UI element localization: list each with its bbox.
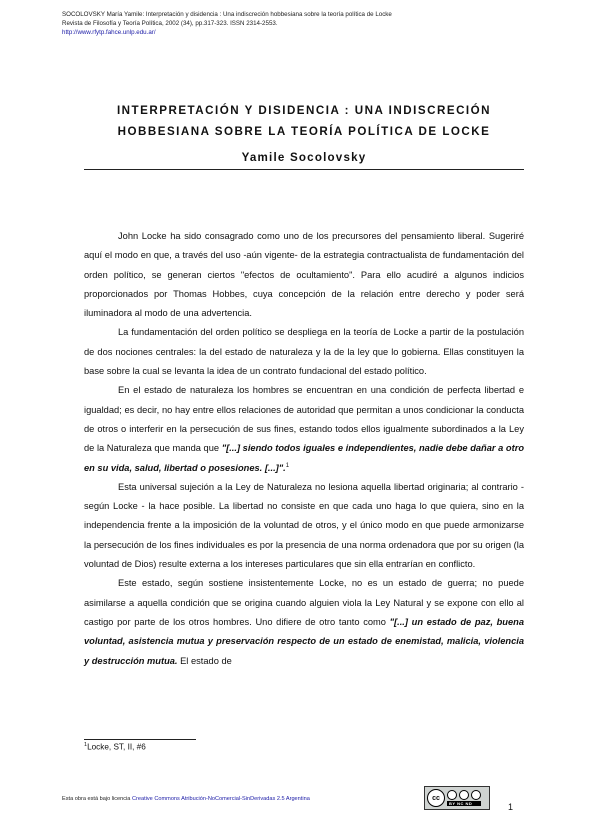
title-divider bbox=[84, 169, 524, 170]
locke-quote-1: "[...] siendo todos iguales e independientes, nadie debe dañar a otro en su vida, salud, libertad o posesiones. [...]". bbox=[84, 443, 525, 473]
cc-license-icons bbox=[447, 790, 481, 806]
footnote-divider bbox=[84, 739, 196, 740]
noderivatives-icon bbox=[471, 790, 481, 800]
paper-title bbox=[62, 100, 546, 142]
footnote-ref-1[interactable]: 1 bbox=[285, 462, 290, 469]
paragraph-5 bbox=[84, 574, 524, 670]
license-notice bbox=[62, 796, 310, 802]
page-number: 1 bbox=[508, 802, 514, 812]
paragraph-1: John Locke ha sido consagrado como uno de los precursores del pensamiento liberal. Sugeriré aquí el modo en que, a través del uso -aún vigente- de la estrategia contractualista de fundamentación del orden político, se generan ciertos "efectos de ocultamiento". Para ello acudiré a algunos indicios proporcionados por Thomas Hobbes, cuya concepción de la relación entre derecho y poder será iluminadora al modo de una advertencia. bbox=[84, 231, 524, 319]
attribution-icon bbox=[447, 790, 457, 800]
citation-header bbox=[62, 10, 562, 37]
paragraph-3 bbox=[84, 381, 524, 477]
body-text bbox=[84, 227, 524, 671]
locke-quote-2: "[...] un estado de paz, buena voluntad, asistencia mutua y preservación respecto de un estado de enemistad, malicia, violencia y destrucción mutua. bbox=[84, 616, 524, 666]
author-name: Yamile Socolovsky bbox=[241, 151, 367, 164]
noncommercial-icon bbox=[459, 790, 469, 800]
citation-line-1: SOCOLOVSKY María Yamile: Interpretación y disidencia : Una indiscreción hobbesiana sobre la teoría política de Locke bbox=[62, 11, 392, 18]
creative-commons-badge[interactable] bbox=[424, 786, 490, 810]
cc-license-labels: BY NC ND bbox=[447, 801, 481, 806]
footnote-text: Locke, ST, II, #6 bbox=[87, 742, 146, 752]
paragraph-3-text: En el estado de naturaleza los hombres se encuentran en una condición de perfecta libertad e igualdad; es decir, no hay entre ellos relaciones de autoridad que permitan a unos condicionar la conducta de otros o interferir en la persecución de sus fines, estando todos ellos igualmente subordinados a la Ley de la Naturaleza que manda que bbox=[84, 385, 524, 454]
footnote bbox=[84, 742, 146, 752]
license-prefix: Esta obra está bajo licencia bbox=[62, 796, 132, 802]
journal-url-link[interactable]: http://www.rfytp.fahce.unlp.edu.ar/ bbox=[62, 29, 156, 36]
footnote-marker: 1 bbox=[84, 742, 88, 748]
title-line-2: HOBBESIANA SOBRE LA TEORÍA POLÍTICA DE LOCKE bbox=[117, 125, 491, 138]
license-link[interactable]: Creative Commons Atribución-NoComercial-SinDerivadas 2.5 Argentina bbox=[131, 796, 310, 802]
paragraph-4: Esta universal sujeción a la Ley de Naturaleza no lesiona aquella libertad originaria; al contrario - según Locke - la hace posible. La libertad no consiste en que cada uno haga lo que quiera, sino en la independencia frente a la imposición de la voluntad de otros, y el único modo en que puede armonizarse la persecución de los fines individuales es por la presencia de una norma ordenadora que por su origen (la voluntad de Dios) resulte externa a los intereses particulares que sin ella entrarían en conflicto. bbox=[84, 481, 524, 570]
paragraph-5-text: Este estado, según sostiene insistentemente Locke, no es un estado de guerra; no puede asimilarse a aquella condición que se origina cuando alguien viola la Ley Natural y se expone con ello al castigo por parte de los otros hombres. Uno difiere de otro tanto como bbox=[84, 578, 524, 627]
paragraph-2: La fundamentación del orden político se despliega en la teoría de Locke a partir de la postulación de dos nociones centrales: la del estado de naturaleza y la de la ley que lo gobierna. Ellas constituyen la base sobre la cual se levanta la idea de un contrato fundacional del estado político. bbox=[84, 327, 524, 377]
paragraph-5-end: El estado de bbox=[177, 655, 232, 666]
title-line-1: INTERPRETACIÓN Y DISIDENCIA : UNA INDISCRECIÓN bbox=[116, 104, 492, 117]
cc-icon: cc bbox=[427, 789, 445, 807]
citation-line-2: Revista de Filosofía y Teoría Política, 2002 (34), pp.317-323. ISSN 2314-2553. bbox=[62, 20, 278, 27]
